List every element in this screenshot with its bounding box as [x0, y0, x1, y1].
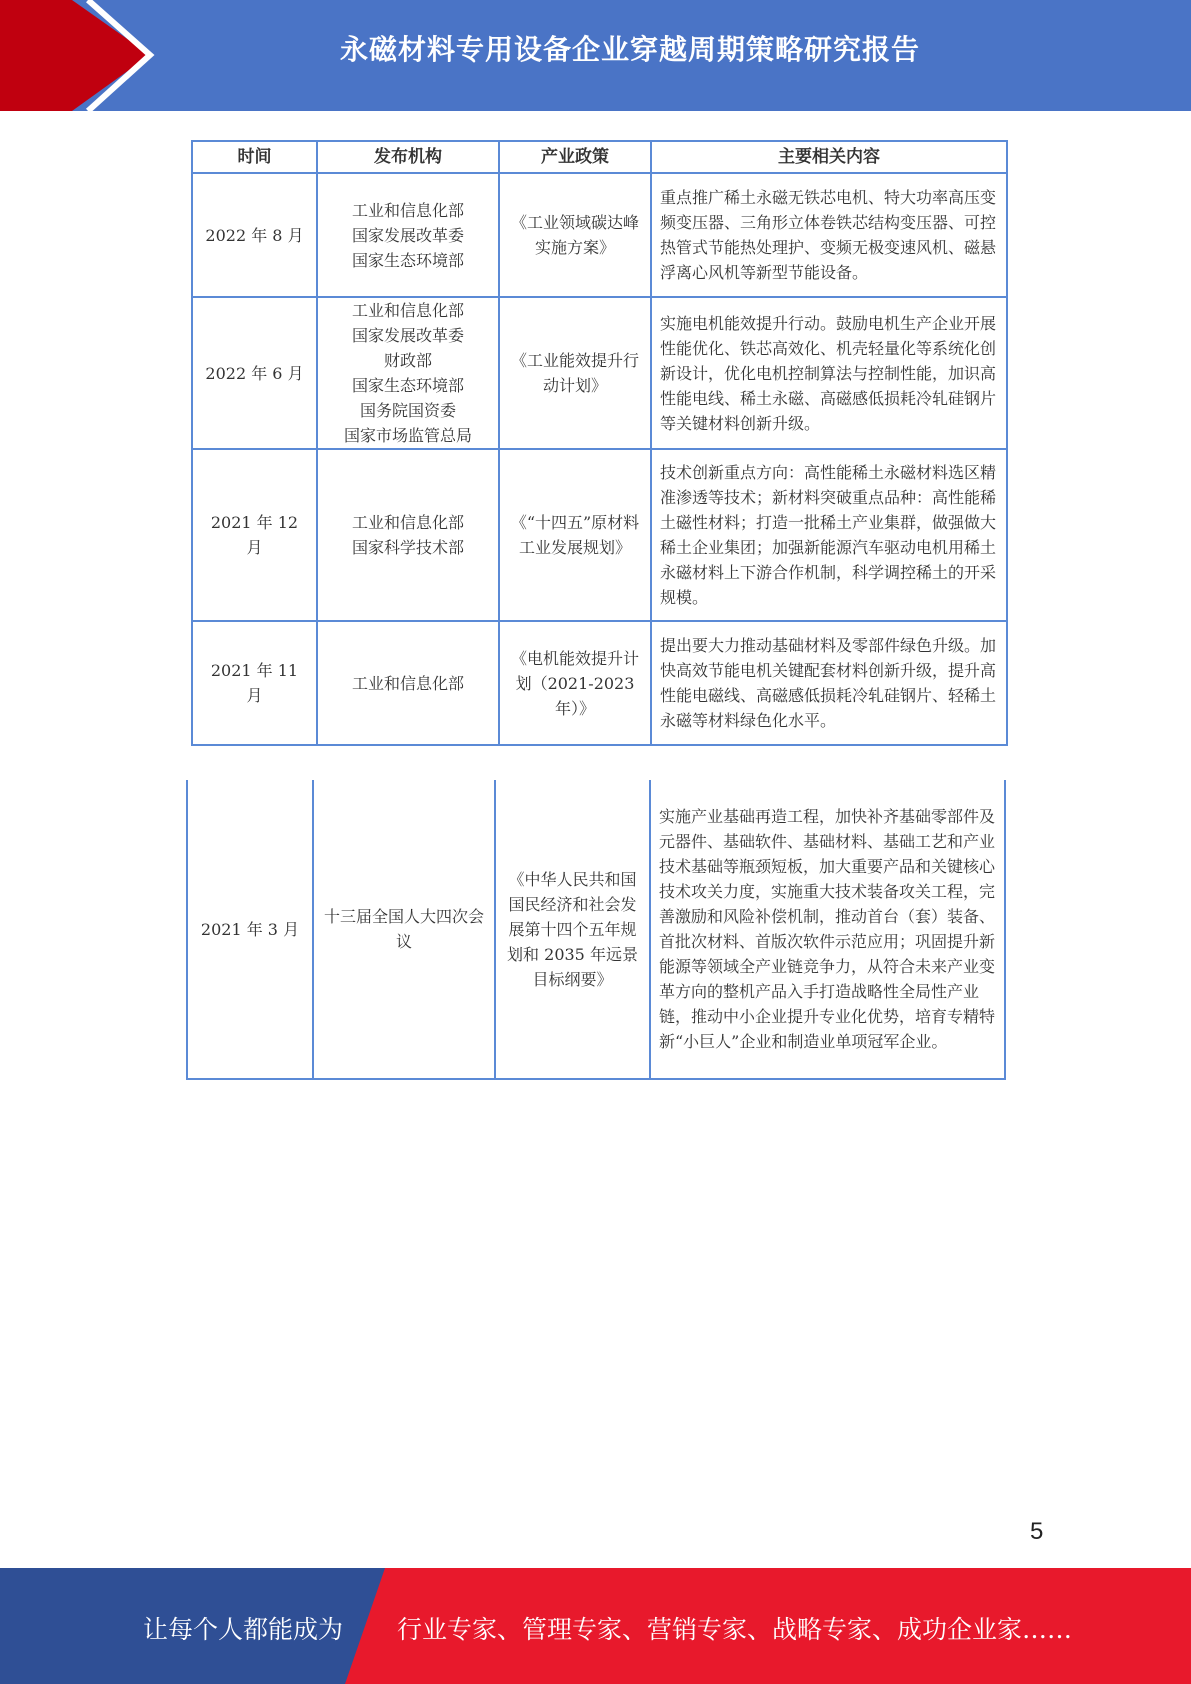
footer-slogan-right: 行业专家、管理专家、营销专家、战略专家、成功企业家……	[397, 1615, 1073, 1644]
header-time: 时间	[192, 141, 317, 173]
policy-table	[191, 140, 1008, 746]
cell-content: 提出要大力推动基础材料及零部件绿色升级。加快高效节能电机关键配套材料创新升级，提升高性能电磁线、高磁感低损耗冷轧硅钢片、轻稀土永磁等材料绿色化水平。	[651, 621, 1007, 745]
cell-org: 工业和信息化部 国家发展改革委 国家生态环境部	[317, 173, 499, 297]
table-row	[187, 780, 1005, 1079]
cell-content: 实施产业基础再造工程，加快补齐基础零部件及元器件、基础软件、基础材料、基础工艺和产业技术基础等瓶颈短板，加大重要产品和关键核心技术攻关力度，实施重大技术装备攻关工程，完善激励和风险补偿机制，推动首台（套）装备、首批次材料、首版次软件示范应用；巩固提升新能源等领域全产业链竞争力，从符合未来产业变革方向的整机产品入手打造战略性全局性产业链，推动中小企业提升专业化优势，培育专精特新“小巨人”企业和制造业单项冠军企业。	[650, 780, 1005, 1079]
page-header	[0, 0, 1191, 111]
page-footer	[0, 1568, 1191, 1684]
cell-policy: 《工业领域碳达峰实施方案》	[499, 173, 651, 297]
cell-time: 2022 年 8 月	[192, 173, 317, 297]
page-number: 5	[1030, 1518, 1044, 1545]
cell-org: 工业和信息化部 国家科学技术部	[317, 449, 499, 621]
header-content: 主要相关内容	[651, 141, 1007, 173]
table-row	[192, 297, 1007, 449]
cell-policy: 《工业能效提升行动计划》	[499, 297, 651, 449]
table-row	[192, 621, 1007, 745]
report-title: 永磁材料专用设备企业穿越周期策略研究报告	[339, 33, 920, 66]
cell-org: 工业和信息化部	[317, 621, 499, 745]
table-row	[192, 173, 1007, 297]
cell-org: 工业和信息化部 国家发展改革委 财政部 国家生态环境部 国务院国资委 国家市场监管总局	[317, 297, 499, 449]
cell-time: 2021 年 11 月	[192, 621, 317, 745]
policy-table-continued	[186, 780, 1006, 1080]
header-policy: 产业政策	[499, 141, 651, 173]
header-org: 发布机构	[317, 141, 499, 173]
cell-content: 技术创新重点方向：高性能稀土永磁材料选区精准渗透等技术；新材料突破重点品种：高性能稀土磁性材料；打造一批稀土产业集群，做强做大稀土企业集团；加强新能源汽车驱动电机用稀土永磁材料上下游合作机制，科学调控稀土的开采规模。	[651, 449, 1007, 621]
cell-time: 2022 年 6 月	[192, 297, 317, 449]
cell-content: 实施电机能效提升行动。鼓励电机生产企业开展性能优化、铁芯高效化、机壳轻量化等系统化创新设计，优化电机控制算法与控制性能，加识高性能电线、稀土永磁、高磁感低损耗冷轧硅钢片等关键材料创新升级。	[651, 297, 1007, 449]
cell-content: 重点推广稀土永磁无铁芯电机、特大功率高压变频变压器、三角形立体卷铁芯结构变压器、可控热管式节能热处理护、变频无极变速风机、磁悬浮离心风机等新型节能设备。	[651, 173, 1007, 297]
cell-policy: 《中华人民共和国国民经济和社会发展第十四个五年规划和 2035 年远景目标纲要》	[495, 780, 650, 1079]
cell-time: 2021 年 12 月	[192, 449, 317, 621]
table-header-row	[192, 141, 1007, 173]
cell-time: 2021 年 3 月	[187, 780, 313, 1079]
cell-policy: 《电机能效提升计划（2021-2023 年）》	[499, 621, 651, 745]
cell-org: 十三届全国人大四次会议	[313, 780, 495, 1079]
table-row	[192, 449, 1007, 621]
cell-policy: 《“十四五”原材料工业发展规划》	[499, 449, 651, 621]
footer-slogan-left: 让每个人都能成为	[143, 1615, 344, 1644]
